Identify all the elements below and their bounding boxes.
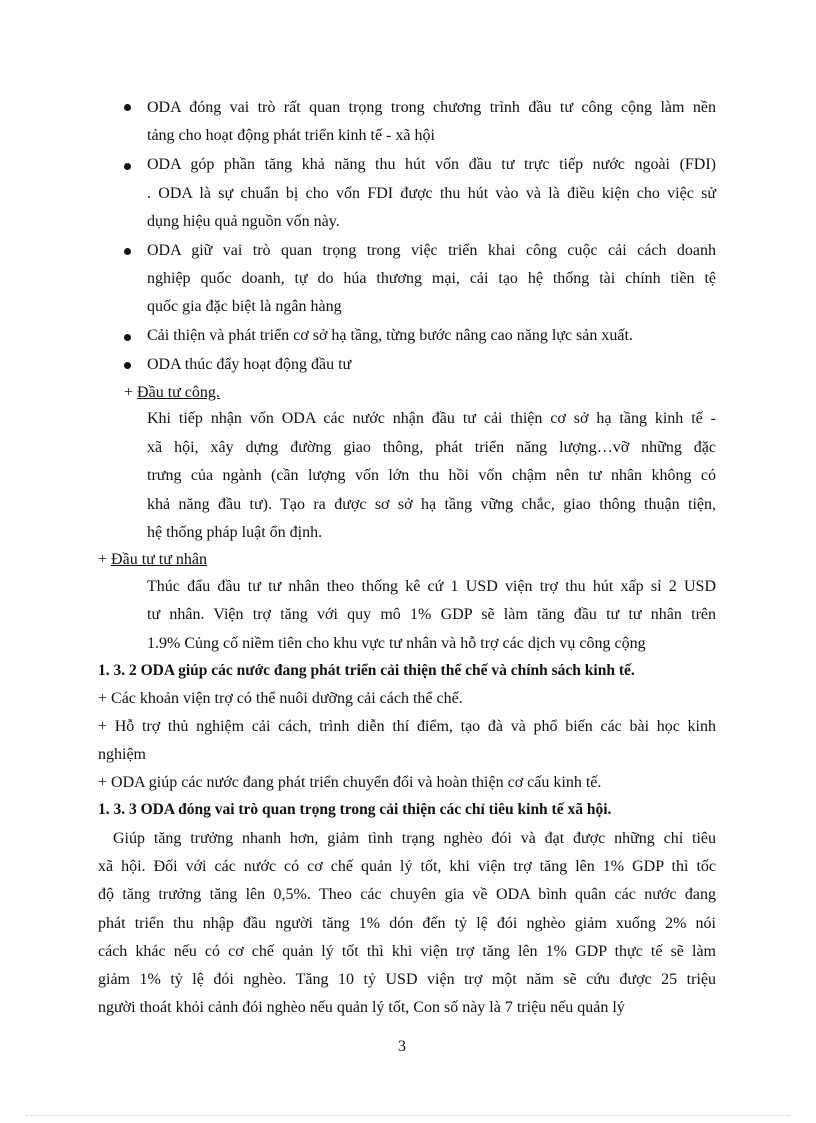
section-1-3-2-heading: 1. 3. 2 ODA giúp các nước đang phát triển cải thiện thể chế và chính sách kinh tế. — [98, 662, 635, 679]
bullet-2-line-3: dụng hiệu quả nguồn vốn này. — [147, 213, 340, 230]
bullet-2-line-2: . ODA là sự chuẩn bị cho vốn FDI được thu hút vào và là điều kiện cho việc sử — [147, 185, 716, 202]
bullet-dot-icon — [124, 104, 131, 111]
public-invest-prefix: + — [124, 384, 138, 401]
public-invest-title: Đầu tư công. — [137, 384, 220, 401]
section-1-3-2-line-1: + Các khoản viện trợ có thể nuôi dưỡng cải cách thể chế. — [98, 690, 463, 707]
bullet-4-line-1: Cải thiện và phát triển cơ sở hạ tầng, từng bước nâng cao năng lực sản xuất. — [147, 327, 633, 344]
section-1-3-2-line-2: + Hỗ trợ thủ nghiệm cải cách, trình diễn thí điểm, tạo đà và phổ biến các bài học kinh — [98, 718, 716, 735]
section-1-3-2-line-4: + ODA giúp các nước đang phát triển chuyển đổi và hoàn thiện cơ cấu kinh tế. — [98, 774, 602, 791]
private-invest-title: Đầu tư tư nhân — [111, 551, 208, 568]
bullet-dot-icon — [124, 362, 131, 369]
section-1-3-3-line-7: người thoát khỏi cảnh đói nghèo nếu quản lý tốt, Con số này là 7 triệu nếu quản lý — [98, 999, 625, 1016]
public-invest-heading — [124, 383, 220, 403]
page-bottom-divider — [26, 1115, 790, 1116]
bullet-3-line-2: nghiệp quốc doanh, tự do húa thương mại, cải tạo hệ thống tài chính tiền tệ — [147, 270, 716, 287]
private-invest-line-1: Thúc đẩu đầu tư tư nhân theo thống kê cứ 1 USD viện trợ thu hút xấp sỉ 2 USD — [147, 578, 716, 595]
section-1-3-3-heading: 1. 3. 3 ODA đóng vai trò quan trọng trong cải thiện các chỉ tiêu kinh tế xã hội. — [98, 801, 612, 818]
bullet-3-line-1: ODA giữ vai trò quan trọng trong việc triển khai công cuộc cải cách doanh — [147, 242, 716, 259]
bullet-1-line-2: tảng cho hoạt động phát triển kinh tế - xã hội — [147, 127, 435, 144]
section-1-3-3-line-1: Giúp tăng trưởng nhanh hơn, giảm tình trạng nghèo đói và đạt được những chỉ tiêu — [113, 830, 716, 847]
public-invest-line-4: khả năng đầu tư). Tạo ra được sơ sở hạ tầng vững chắc, giao thông thuận tiện, — [147, 496, 716, 513]
public-invest-line-1: Khi tiếp nhận vốn ODA các nước nhận đầu tư cải thiện cơ sở hạ tầng kinh tế - — [147, 410, 716, 427]
bullet-5-line-1: ODA thúc đẩy hoạt động đầu tư — [147, 356, 352, 373]
public-invest-line-3: trưng của ngành (cần lượng vốn lớn thu hồi vốn chậm nên tư nhân không có — [147, 467, 716, 484]
section-1-3-3-line-6: giảm 1% tỷ lệ đói nghèo. Tăng 10 tỷ USD viện trợ một năm sẽ cứu được 25 triệu — [98, 971, 716, 988]
bullet-dot-icon — [124, 248, 131, 255]
private-invest-heading — [98, 550, 207, 570]
private-invest-line-2: tư nhân. Viện trợ tăng với quy mô 1% GDP sẽ làm tăng đầu tư tư nhân trên — [147, 606, 716, 623]
public-invest-line-5: hệ thống pháp luật ổn định. — [147, 524, 323, 541]
private-invest-line-3: 1.9% Củng cố niềm tiên cho khu vực tư nhân và hỗ trợ các dịch vụ công cộng — [147, 635, 646, 652]
bullet-3-line-3: quốc gia đặc biệt là ngân hàng — [147, 298, 342, 315]
section-1-3-3-line-2: xã hội. Đối với các nước có cơ chế quản lý tốt, khi viện trợ tăng lên 1% GDP thì tốc — [98, 858, 716, 875]
section-1-3-3-line-3: độ tăng trưởng tăng lên 0,5%. Theo các chuyên gia về ODA bình quân các nước đang — [98, 886, 716, 903]
section-1-3-3-line-4: phát triển thu nhập đầu người tăng 1% dón đến tỷ lệ đói nghèo giảm xuống 2% nói — [98, 915, 716, 932]
section-1-3-3-line-5: cách khác nếu có cơ chế quản lý tốt thì khi viện trợ tăng lên 1% GDP thực tế sẽ làm — [98, 943, 716, 960]
bullet-1-line-1: ODA đóng vai trò rất quan trọng trong chương trình đầu tư công cộng làm nền — [147, 99, 716, 116]
bullet-dot-icon — [124, 334, 131, 341]
public-invest-line-2: xã hội, xây dựng đường giao thông, phát triển năng lượng…vỡ những đặc — [147, 439, 716, 456]
private-invest-prefix: + — [98, 551, 112, 568]
page-number: 3 — [398, 1038, 406, 1055]
bullet-2-line-1: ODA góp phần tăng khả năng thu hút vốn đầu tư trực tiếp nước ngoài (FDI) — [147, 156, 716, 173]
section-1-3-2-line-3: nghiệm — [98, 746, 146, 763]
bullet-dot-icon — [124, 163, 131, 170]
